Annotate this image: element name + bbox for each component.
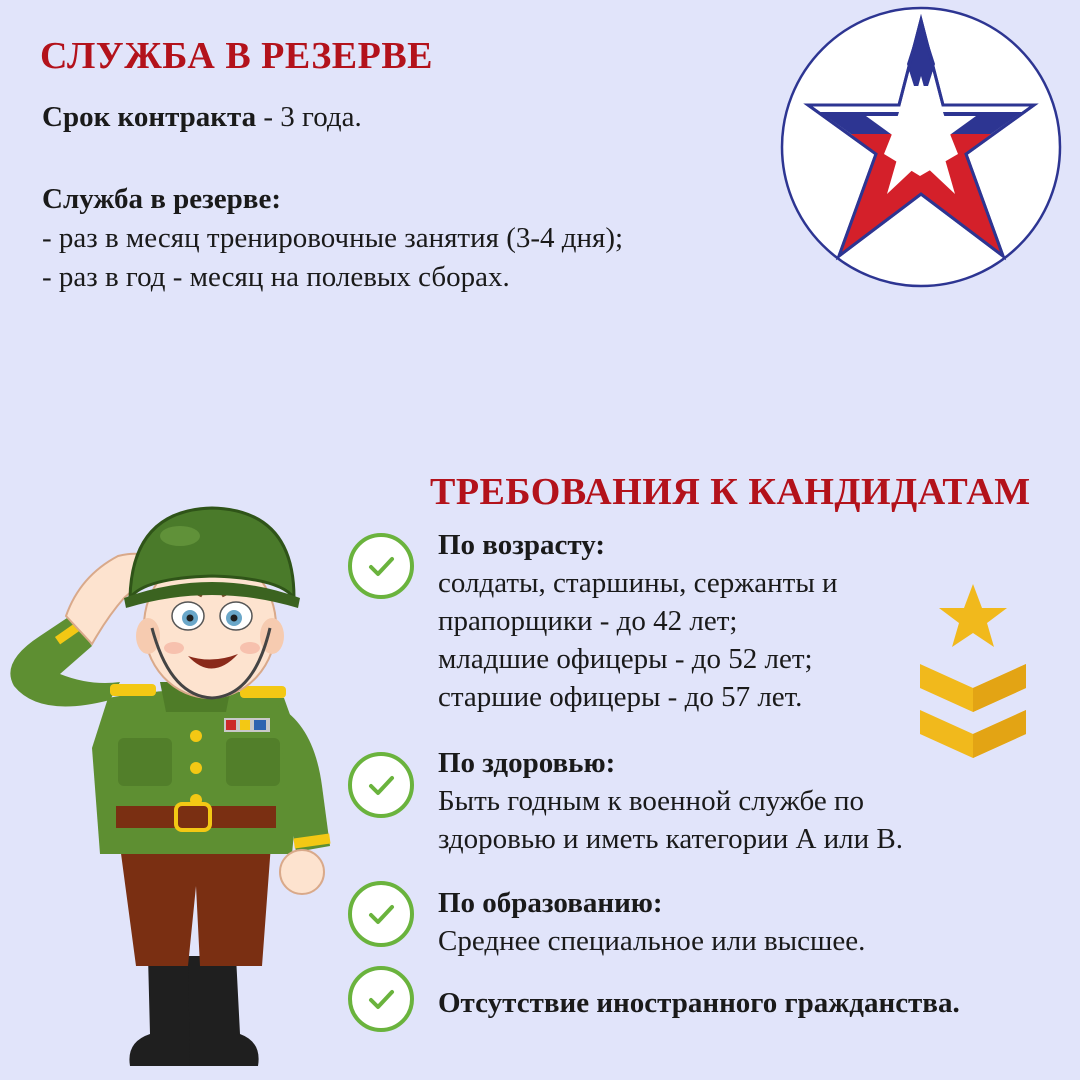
saluting-soldier-illustration: [0, 486, 340, 1076]
contract-value: - 3 года.: [256, 101, 362, 133]
requirement-age-line: прапорщики - до 42 лет;: [438, 605, 738, 637]
requirement-health-label: По здоровью:: [438, 747, 616, 779]
requirement-education-line: Среднее специальное или высшее.: [438, 925, 866, 957]
rank-insignia-icon: [916, 584, 1030, 760]
requirement-age-line: младшие офицеры - до 52 лет;: [438, 643, 813, 675]
red-star-emblem-icon: [780, 4, 1066, 290]
contract-label: Срок контракта: [42, 101, 257, 133]
reserve-conditions: [42, 180, 623, 297]
requirement-health-line: здоровью и иметь категории А или В.: [438, 823, 904, 855]
reserve-title: СЛУЖБА В РЕЗЕРВЕ: [40, 35, 434, 77]
requirement-age-label: По возрасту:: [438, 529, 606, 561]
requirement-age: [438, 526, 838, 716]
requirements-title: ТРЕБОВАНИЯ К КАНДИДАТАМ: [430, 471, 1031, 513]
check-circle-icon: [346, 531, 416, 601]
contract-line: [42, 98, 362, 137]
requirement-health: [438, 744, 903, 858]
check-circle-icon: [346, 750, 416, 820]
check-circle-icon: [346, 879, 416, 949]
reserve-item: - раз в год - месяц на полевых сборах.: [42, 261, 510, 293]
requirement-health-line: Быть годным к военной службе по: [438, 785, 864, 817]
check-circle-icon: [346, 964, 416, 1034]
requirement-education: [438, 884, 865, 960]
requirement-age-line: старшие офицеры - до 57 лет.: [438, 681, 803, 713]
requirement-education-label: По образованию:: [438, 887, 663, 919]
requirement-citizenship: Отсутствие иностранного гражданства.: [438, 987, 960, 1019]
reserve-item: - раз в месяц тренировочные занятия (3-4 дня);: [42, 222, 624, 254]
requirement-age-line: солдаты, старшины, сержанты и: [438, 567, 838, 599]
reserve-section-label: Служба в резерве:: [42, 183, 281, 215]
